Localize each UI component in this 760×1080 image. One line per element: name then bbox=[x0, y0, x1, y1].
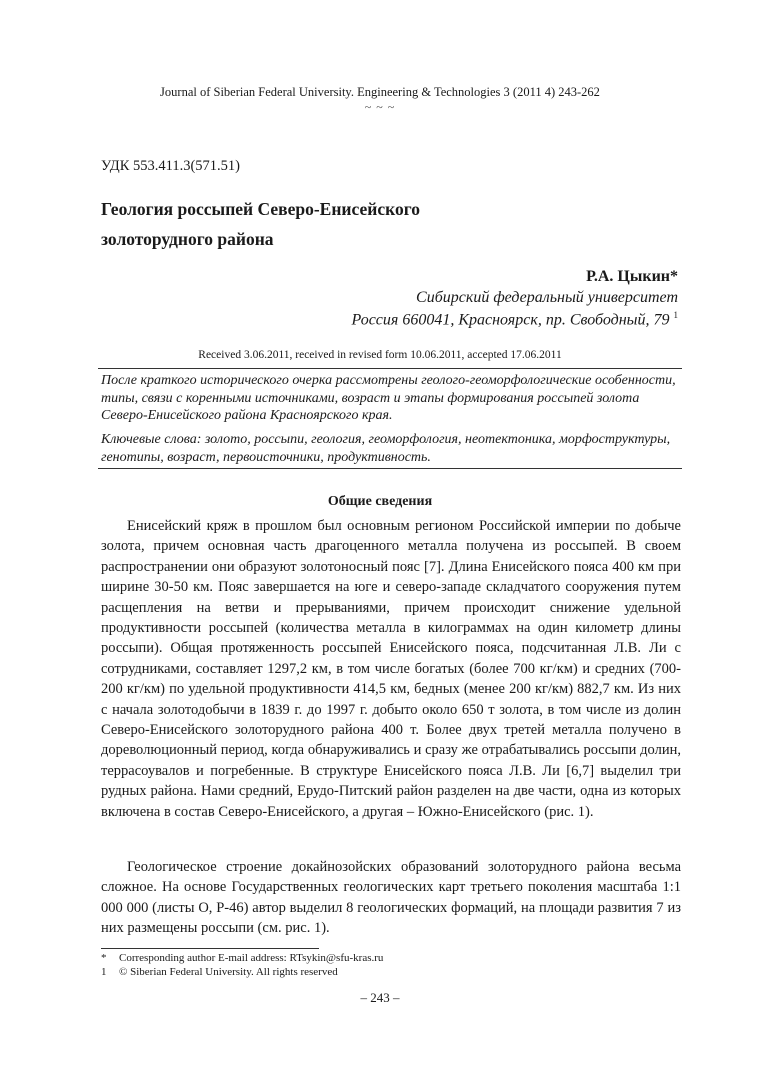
body-paragraph-1 bbox=[101, 516, 681, 822]
footnote-text: Corresponding author E-mail address: RTsykin@sfu-kras.ru bbox=[119, 952, 384, 964]
title-line-2: золоторудного района bbox=[101, 229, 274, 249]
received-dates: Received 3.06.2011, received in revised form 10.06.2011, accepted 17.06.2011 bbox=[198, 349, 562, 361]
abstract-top-rule bbox=[98, 368, 682, 369]
footnote-2 bbox=[101, 966, 338, 979]
article-title bbox=[101, 194, 581, 254]
affiliation-address bbox=[352, 310, 679, 329]
author-name: Р.А. Цыкин* bbox=[586, 268, 678, 285]
body-paragraph-2 bbox=[101, 857, 681, 939]
footnote-1 bbox=[101, 952, 383, 965]
footnote-mark: * bbox=[101, 952, 107, 964]
abstract-bottom-rule bbox=[98, 468, 682, 469]
page-number: – 243 – bbox=[360, 990, 400, 1005]
header-separator: ~ ~ ~ bbox=[364, 100, 396, 114]
keywords-text: Ключевые слова: золото, россыпи, геология, геоморфология, неотектоника, морфоструктуры, генотипы, возраст, первоисточники, продуктивность. bbox=[101, 432, 671, 465]
affiliation-university: Сибирский федеральный университет bbox=[416, 289, 678, 306]
section-heading: Общие сведения bbox=[327, 494, 433, 509]
footnote-text: © Siberian Federal University. All rights reserved bbox=[119, 966, 338, 978]
footnote-mark: 1 bbox=[101, 966, 107, 978]
footnote-rule bbox=[101, 948, 319, 949]
affiliation-address-text: Россия 660041, Красноярск, пр. Свободный, 79 bbox=[351, 311, 670, 329]
affiliation-footnote-mark: 1 bbox=[673, 310, 678, 320]
title-line-1: Геология россыпей Северо-Енисейского bbox=[101, 199, 420, 219]
paragraph-text: Геологическое строение докайнозойских образований золоторудного района весьма сложное. На основе Государственных геологических карт третьего поколения масштаба 1:1 000 000 (листы О, Р-46) автор выделил 8 геологических формаций, на площади развития 7 из них размещены россыпи (см. рис. 1). bbox=[101, 859, 681, 937]
paragraph-text: Енисейский кряж в прошлом был основным регионом Российской империи по добыче золота, причем основная часть драгоценного металла получена из россыпей. В своем распространении они образуют золотоносный пояс [7]. Длина Енисейского пояса 400 км при ширине 30-50 км. Пояс завершается на юге и северо-западе складчатого сооружения путем расщепления на ветви и прерываниями, причем происходит снижение удельной продуктивности россыпей (количества металла в килограммах на один километр длины россыпи). Общая протяженность россыпей Енисейского пояса, подсчитанная Л.В. Ли с сотрудниками, составляет 1297,2 км, в том числе богатых (более 700 кг/км) и средних (700-200 кг/км) по удельной продуктивности 414,5 км, бедных (менее 200 кг/км) 882,7 км. Из них с начала золотодобычи в 1839 г. до 1997 г. добыто около 650 т золота, в том числе из долин Северо-Енисейского золоторудного района 400 т. Более двух третей металла получено в дореволюционный период, когда обнаруживались и сразу же отрабатывались россыпи долин, террасоувалов и погребенные. В структуре Енисейского пояса Л.В. Ли [6,7] выделил три рудных района. Нами средний, Ерудо-Питский район разделен на две части, одна из которых включена в состав Северо-Енисейского, а другая – Южно-Енисейского (рис. 1). bbox=[101, 518, 681, 820]
udk-code: УДК 553.411.3(571.51) bbox=[101, 158, 240, 174]
abstract-text: После краткого исторического очерка рассмотрены геолого-геоморфологические особенности, типы, связи с коренными источниками, возраст и этапы формирования россыпей золота Северо-Енисейского района Красноярского края. bbox=[101, 373, 676, 423]
journal-header: Journal of Siberian Federal University. Engineering & Technologies 3 (2011 4) 243-262 bbox=[160, 85, 600, 99]
